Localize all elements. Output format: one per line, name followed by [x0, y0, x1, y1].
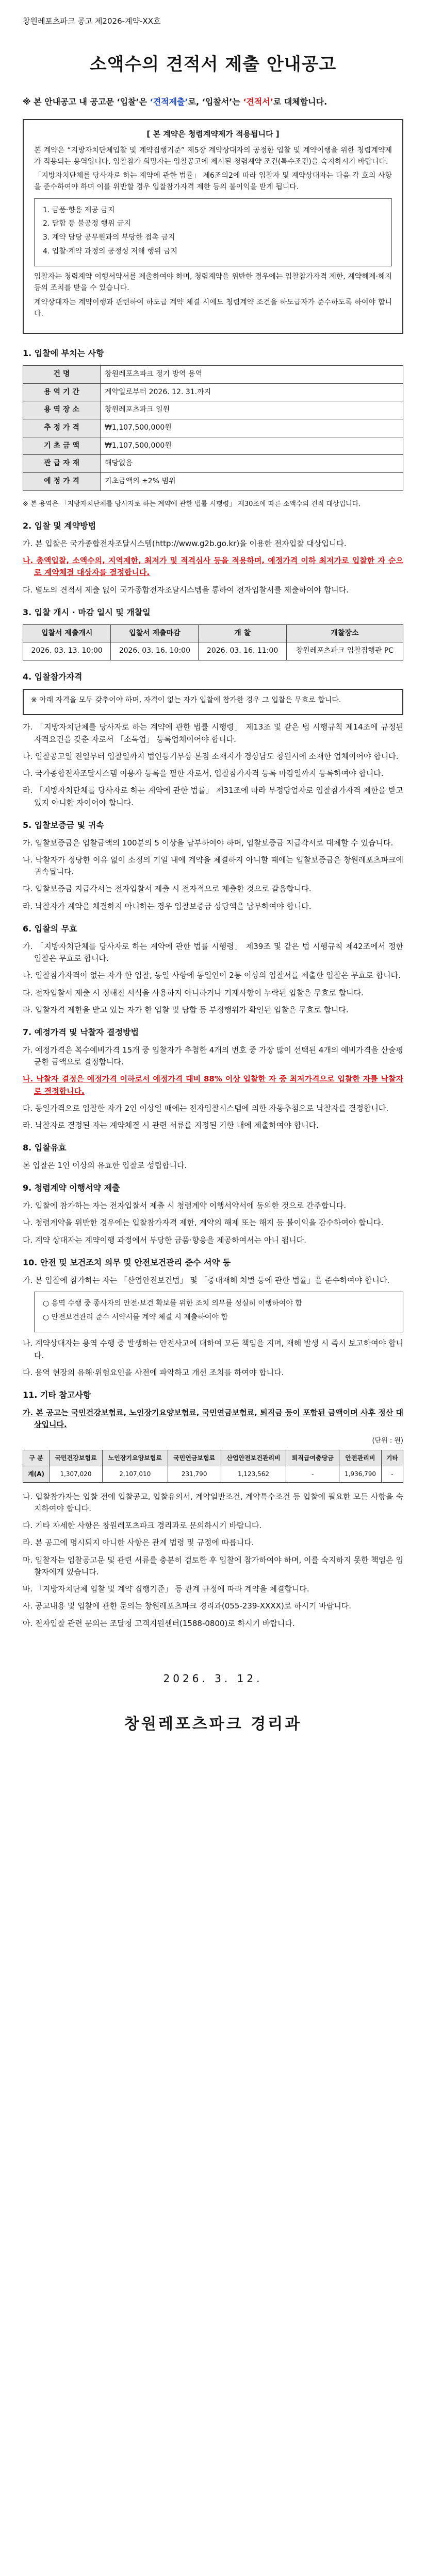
- table-row: [23, 366, 403, 384]
- table-value: 창원레포츠파크 일원: [101, 401, 403, 419]
- bid-info-table: [23, 365, 403, 491]
- section-7-p2: 나. 낙찰자 결정은 예정가격 이하로서 예정가격 대비 88% 이상 입찰한 자 중 최저가격으로 입찰한 자를 낙찰자로 결정합니다.: [23, 1074, 403, 1096]
- integrity-p4: 계약상대자는 계약이행과 관련하여 하도급 계약 체결 시에도 청렴계약 조건을 하도급자가 준수하도록 하여야 합니다.: [34, 298, 392, 318]
- integrity-box: [23, 119, 403, 334]
- integrity-box-head: [ 본 계약은 청렴계약제가 적용됩니다 ]: [146, 129, 280, 139]
- integrity-p2: 「지방자치단체를 당사자로 하는 계약에 관한 법률」 제6조의2에 따라 입찰자 및 계약상대자는 다음 각 호의 사항을 준수하여야 하며 이를 위반할 경우 입찰참가자격 제한 등의 불이익을 받게 됩니다.: [34, 172, 392, 192]
- schedule-table: [23, 624, 403, 660]
- section-6-p3: 다. 전자입찰서 제출 시 정해진 서식을 사용하지 아니하거나 기재사항이 누락된 입찰은 무효로 합니다.: [23, 988, 364, 997]
- section-10-p3: 다. 용역 현장의 유해·위험요인을 사전에 파악하고 개선 조치를 하여야 합니다.: [23, 1367, 284, 1377]
- table-header: 산업안전보건관리비: [221, 1450, 286, 1466]
- intro-prefix: ※ 본 안내공고 내 공고문 ‘입찰’은: [23, 96, 150, 107]
- integrity-p3: 입찰자는 청렴계약 이행서약서를 제출하여야 하며, 청렴계약을 위반한 경우에는 입찰참가자격 제한, 계약해제·해지 등의 조치를 받을 수 있습니다.: [34, 273, 392, 293]
- intro-red: ‘견적서’: [243, 96, 273, 107]
- table-header: 개 찰: [199, 624, 286, 642]
- section-10-inner-item: ○ 안전보건관리 준수 서약서를 계약 체결 시 제출하여야 함: [43, 1313, 228, 1321]
- table-header: 개찰장소: [286, 624, 403, 642]
- table-row: [23, 455, 403, 473]
- section-4-p1: 가. 「지방자치단체를 당사자로 하는 계약에 관한 법률 시행령」 제13조 및 같은 법 시행규칙 제14조에 규정된 자격요건을 갖춘 자로서 「소독업」 등록업체이어야 합니다.: [23, 722, 403, 744]
- section-5-title: 5. 입찰보증금 및 귀속: [23, 820, 104, 830]
- table-cell: 2026. 03. 13. 10:00: [23, 642, 111, 660]
- section-4-p4: 라. 「지방자치단체를 당사자로 하는 계약에 관한 법률」 제31조에 따라 부정당업자로 입찰참가자격 제한을 받고 있지 아니한 자이어야 합니다.: [23, 786, 403, 807]
- intro-mid: 로, ‘입찰서’는: [188, 96, 243, 107]
- table-value: 기초금액의 ±2% 범위: [101, 473, 403, 491]
- section-6-p4: 라. 입찰자격 제한을 받고 있는 자가 한 입찰 및 담합 등 부정행위가 확인된 입찰은 무효로 합니다.: [23, 1005, 349, 1014]
- section-6-p1: 가. 「지방자치단체를 당사자로 하는 계약에 관한 법률 시행령」 제39조 및 같은 법 시행규칙 제42조에서 정한 입찰은 무효로 합니다.: [23, 941, 403, 963]
- section-5-p2: 나. 낙찰자가 정당한 이유 없이 소정의 기일 내에 계약을 체결하지 아니할 때에는 입찰보증금은 창원레포츠파크에 귀속됩니다.: [23, 855, 403, 877]
- section-9-p3: 다. 계약 상대자는 계약이행 과정에서 부당한 금품·향응을 제공하여서는 아니 됩니다.: [23, 1235, 306, 1245]
- section-11-p2: 나. 입찰참가자는 입찰 전에 입찰공고, 입찰유의서, 계약일반조건, 계약특수조건 등 입찰에 필요한 모든 사항을 숙지하여야 합니다.: [23, 1492, 403, 1513]
- page-title: 소액수의 견적서 제출 안내공고: [89, 54, 337, 75]
- table-row: [23, 642, 403, 660]
- table-header: 노인장기요양보험료: [102, 1450, 168, 1466]
- section-11-p7: 사. 공고내용 및 입찰에 관한 문의는 창원레포츠파크 경리과(055-239-XXXX)로 하시기 바랍니다.: [23, 1601, 352, 1611]
- section-4-p2: 나. 입찰공고일 전일부터 입찰일까지 법인등기부상 본점 소재지가 경상남도 창원시에 소재한 업체이어야 합니다.: [23, 751, 399, 761]
- integrity-inner-item: 4. 입찰·계약 과정의 공정성 저해 행위 금지: [43, 247, 177, 256]
- integrity-inner-item: 3. 계약 담당 공무원과의 부당한 접촉 금지: [43, 233, 175, 242]
- section-9-p2: 나. 청렴계약을 위반한 경우에는 입찰참가자격 제한, 계약의 해제 또는 해지 등 불이익을 감수하여야 합니다.: [23, 1218, 384, 1228]
- table-cell: 231,790: [168, 1466, 221, 1483]
- table-header: 국민건강보험료: [50, 1450, 103, 1466]
- table-key: 용 역 장 소: [23, 401, 101, 419]
- section-9-title: 9. 청렴계약 이행서약 제출: [23, 1183, 120, 1193]
- table-cell: -: [381, 1466, 403, 1483]
- table-header: 기타: [381, 1450, 403, 1466]
- section-10-title: 10. 안전 및 보건조치 의무 및 안전보건관리 준수 서약 등: [23, 1257, 231, 1267]
- section-6-title: 6. 입찰의 무효: [23, 923, 77, 934]
- table-row: [23, 437, 403, 455]
- table-row: [23, 1466, 403, 1483]
- table-cell: 1,936,790: [339, 1466, 382, 1483]
- section-4-p3: 다. 국가종합전자조달시스템 이용자 등록을 필한 자로서, 입찰참가자격 등록 마감일까지 등록하여야 합니다.: [23, 769, 384, 778]
- section-5-p3: 다. 입찰보증금 지급각서는 전자입찰서 제출 시 전자적으로 제출한 것으로 갈음합니다.: [23, 884, 312, 894]
- section-11-p3: 다. 기타 자세한 사항은 창원레포츠파크 경리과로 문의하시기 바랍니다.: [23, 1521, 262, 1531]
- table-row: [23, 383, 403, 401]
- section-11-p1: 가. 본 공고는 국민건강보험료, 노인장기요양보험료, 국민연금보험료, 퇴직금 등이 포함된 금액이며 사후 정산 대상입니다.: [23, 1408, 403, 1430]
- table-unit: (단위 : 원): [372, 1437, 403, 1445]
- section-5-p1: 가. 입찰보증금은 입찰금액의 100분의 5 이상을 납부하여야 하며, 입찰보증금 지급각서로 대체할 수 있습니다.: [23, 838, 394, 848]
- table-row: [23, 419, 403, 437]
- table-key: 관 급 자 재: [23, 455, 101, 473]
- table-header: 입찰서 제출개시: [23, 624, 111, 642]
- integrity-inner-item: 1. 금품·향응 제공 금지: [43, 206, 115, 214]
- table-key: 추 정 가 격: [23, 419, 101, 437]
- table-header: 입찰서 제출마감: [111, 624, 199, 642]
- section-5-p4: 라. 낙찰자가 계약을 체결하지 아니하는 경우 입찰보증금 상당액을 납부하여야 합니다.: [23, 901, 312, 911]
- table-value: 해당없음: [101, 455, 403, 473]
- notice-number: 창원레포츠파크 공고 제2026-계약-XX호: [23, 16, 161, 26]
- table-value: ₩1,107,500,000원: [101, 437, 403, 455]
- table-cell: 1,307,020: [50, 1466, 103, 1483]
- table-header-row: [23, 1450, 403, 1466]
- section-1-note: ※ 본 용역은 「지방자치단체를 당사자로 하는 계약에 관한 법률 시행령」 제30조에 따른 소액수의 견적 대상입니다.: [23, 500, 361, 508]
- table-cell: 2,107,010: [102, 1466, 168, 1483]
- table-row: [23, 473, 403, 491]
- integrity-p1: 본 계약은 “지방자치단체입찰 및 계약집행기준” 제5장 계약상대자의 공정한 입찰 및 계약이행을 위한 청렴계약제가 적용되는 용역입니다. 입찰참가 희망자는 입찰공고에 제시된 청렴계약 조건(특수조건)을 숙지하시기 바랍니다.: [34, 146, 392, 166]
- section-2-p1: 가. 본 입찰은 국가종합전자조달시스템(http://www.g2b.go.kr)을 이용한 전자입찰 대상입니다.: [23, 538, 347, 548]
- section-10-inner-box: [34, 1292, 403, 1332]
- section-11-p4: 라. 본 공고에 명시되지 아니한 사항은 관계 법령 및 규정에 따릅니다.: [23, 1538, 254, 1548]
- table-key: 용 역 기 간: [23, 383, 101, 401]
- section-4-title: 4. 입찰참가자격: [23, 671, 83, 682]
- table-row: [23, 401, 403, 419]
- section-7-p3: 다. 동일가격으로 입찰한 자가 2인 이상일 때에는 전자입찰시스템에 의한 자동추첨으로 낙찰자를 결정합니다.: [23, 1103, 389, 1113]
- section-8-p1: 본 입찰은 1인 이상의 유효한 입찰로 성립합니다.: [23, 1161, 187, 1171]
- table-cell: 2026. 03. 16. 11:00: [199, 642, 286, 660]
- section-10-p1: 가. 본 입찰에 참가하는 자는 「산업안전보건법」 및 「중대재해 처벌 등에 관한 법률」을 준수하여야 합니다.: [23, 1275, 390, 1285]
- table-cell: 2026. 03. 16. 10:00: [111, 642, 199, 660]
- section-11-p6: 바. 「지방자치단체 입찰 및 계약 집행기준」 등 관계 규정에 따라 계약을 체결합니다.: [23, 1584, 309, 1594]
- table-header: 퇴직급여충당금: [286, 1450, 339, 1466]
- intro-note: [23, 96, 403, 109]
- section-2-title: 2. 입찰 및 계약방법: [23, 520, 96, 531]
- table-cell: 1,123,562: [221, 1466, 286, 1483]
- section-2-p2: 나. 총액입찰, 소액수의, 지역제한, 최저가 및 적격심사 등을 적용하며, 예정가격 이하 최저가로 입찰한 자 순으로 계약체결 대상자를 결정합니다.: [23, 556, 403, 578]
- table-header-row: [23, 624, 403, 642]
- section-11-p5: 마. 입찰자는 입찰공고문 및 관련 서류를 충분히 검토한 후 입찰에 참가하여야 하며, 이를 숙지하지 못한 책임은 입찰자에게 있습니다.: [23, 1555, 403, 1577]
- section-11-p8: 아. 전자입찰 관련 문의는 조달청 고객지원센터(1588-0800)로 하시기 바랍니다.: [23, 1618, 295, 1628]
- section-10-inner-item: ○ 용역 수행 중 종사자의 안전·보건 확보를 위한 조치 의무를 성실히 이행하여야 함: [43, 1299, 302, 1308]
- section-4-note: ※ 아래 자격을 모두 갖추어야 하며, 자격이 없는 자가 입찰에 참가한 경우 그 입찰은 무효로 합니다.: [31, 696, 341, 704]
- section-2-p3: 다. 별도의 견적서 제출 없이 국가종합전자조달시스템을 통하여 전자입찰서를 제출하여야 합니다.: [23, 585, 349, 595]
- integrity-inner-item: 2. 담합 등 불공정 행위 금지: [43, 219, 131, 228]
- section-7-p1: 가. 예정가격은 복수예비가격 15개 중 입찰자가 추첨한 4개의 번호 중 가장 많이 선택된 4개의 예비가격을 산술평균한 금액으로 결정합니다.: [23, 1045, 403, 1067]
- intro-blue: ‘견적제출’: [150, 96, 188, 107]
- issuing-organization: 창원레포츠파크 경리과: [124, 1715, 302, 1733]
- table-value: 창원레포츠파크 정기 방역 용역: [101, 366, 403, 384]
- integrity-inner-box: [34, 198, 392, 267]
- table-value: ₩1,107,500,000원: [101, 419, 403, 437]
- section-1-title: 1. 입찰에 부치는 사항: [23, 348, 104, 359]
- table-key: 건 명: [23, 366, 101, 384]
- table-header: 안전관리비: [339, 1450, 382, 1466]
- section-10-p2: 나. 계약상대자는 용역 수행 중 발생하는 안전사고에 대하여 모든 책임을 지며, 재해 발생 시 즉시 보고하여야 합니다.: [23, 1338, 403, 1360]
- insurance-table: [23, 1450, 403, 1483]
- section-6-p2: 나. 입찰참가자격이 없는 자가 한 입찰, 동일 사항에 동일인이 2통 이상의 입찰서를 제출한 입찰은 무효로 합니다.: [23, 971, 401, 980]
- table-header: 국민연금보험료: [168, 1450, 221, 1466]
- table-key: 기 초 금 액: [23, 437, 101, 455]
- table-cell: 창원레포츠파크 입찰집행관 PC: [286, 642, 403, 660]
- section-7-p4: 라. 낙찰자로 결정된 자는 계약체결 시 관련 서류를 지정된 기한 내에 제출하여야 합니다.: [23, 1121, 319, 1130]
- section-3-title: 3. 입찰 개시 · 마감 일시 및 개찰일: [23, 607, 151, 617]
- notice-date: 2026. 3. 12.: [163, 1672, 263, 1685]
- section-9-p1: 가. 입찰에 참가하는 자는 전자입찰서 제출 시 청렴계약 이행서약서에 동의한 것으로 간주합니다.: [23, 1201, 347, 1211]
- table-cell: 계(A): [23, 1466, 50, 1483]
- section-11-title: 11. 기타 참고사항: [23, 1390, 91, 1400]
- table-value: 계약일로부터 2026. 12. 31.까지: [101, 383, 403, 401]
- section-4-note-box: [23, 689, 403, 716]
- intro-suffix: 로 대체합니다.: [273, 96, 327, 107]
- section-8-title: 8. 입찰유효: [23, 1143, 67, 1153]
- table-key: 예 정 가 격: [23, 473, 101, 491]
- section-7-title: 7. 예정가격 및 낙찰자 결정방법: [23, 1027, 139, 1038]
- table-cell: -: [286, 1466, 339, 1483]
- table-header: 구 분: [23, 1450, 50, 1466]
